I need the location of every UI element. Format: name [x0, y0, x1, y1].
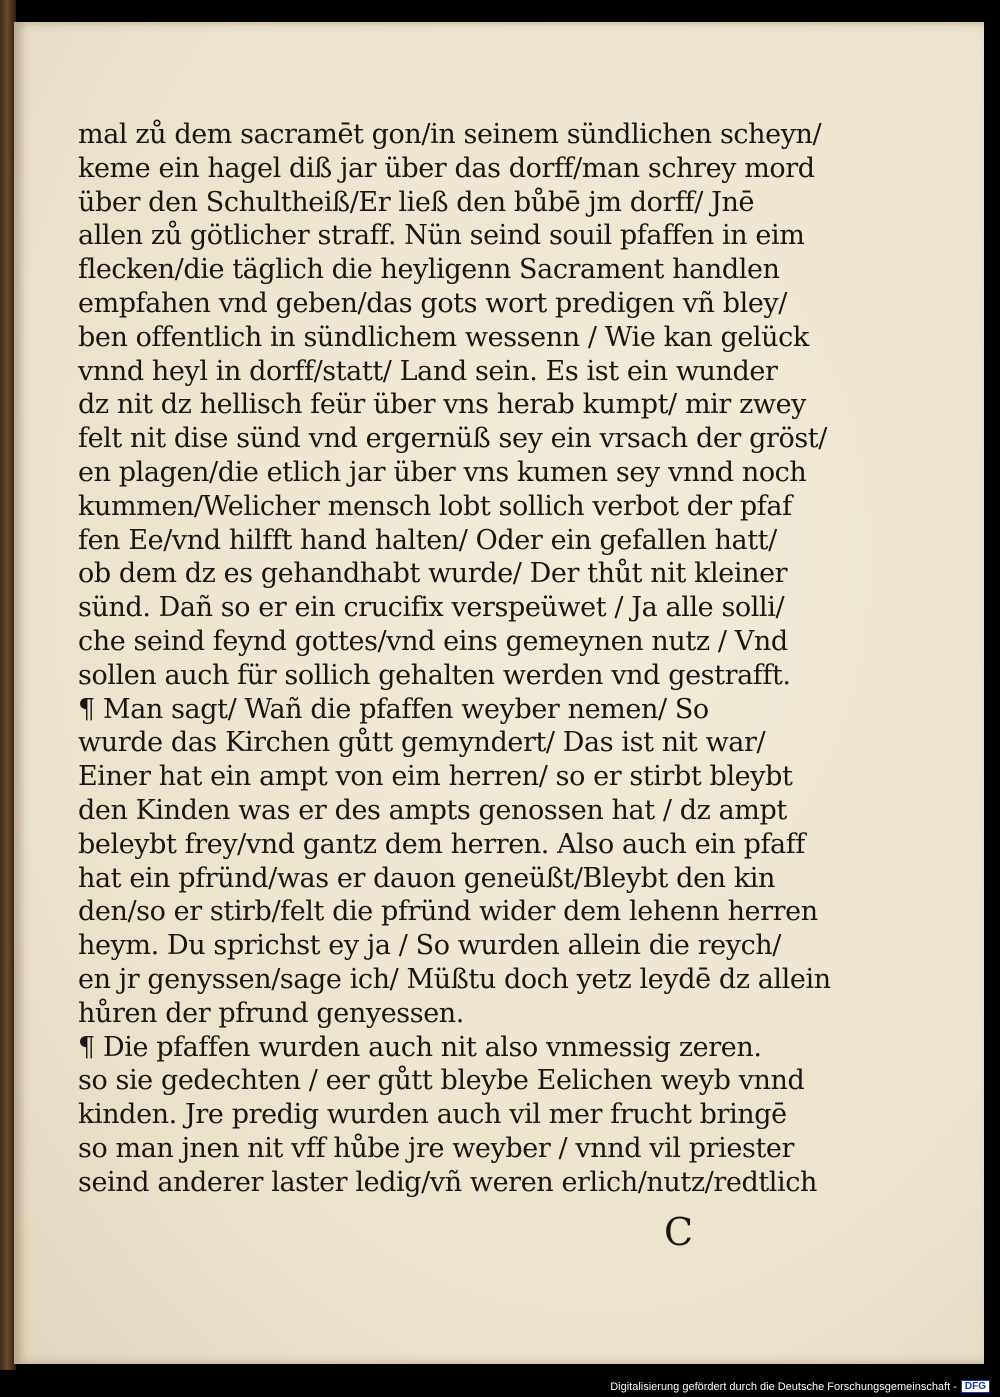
text-line: dz nit dz hellisch feür über vns herab kumpt/ mir zwey	[78, 389, 807, 421]
text-line: ben offentlich in sündlichem wessenn / Wie kan gelück	[78, 321, 809, 353]
dfg-logo: DFG	[961, 1380, 990, 1393]
text-line: ¶ Man sagt/ Wañ die pfaffen weyber nemen/ So	[78, 693, 709, 725]
digitization-credit	[610, 1380, 990, 1393]
text-line: flecken/die täglich die heyligenn Sacrament handlen	[78, 254, 780, 286]
text-line: en plagen/die etlich jar über vns kumen sey vnnd noch	[78, 456, 807, 488]
page-text	[78, 118, 831, 1200]
text-line: so sie gedechten / eer gůtt bleybe Eelichen weyb vnnd	[78, 1065, 805, 1097]
text-line: felt nit dise sünd vnd ergernüß sey ein vrsach der gröst/	[78, 423, 827, 455]
text-line: kinden. Jre predig wurden auch vil mer frucht bringē	[78, 1099, 787, 1131]
text-line: allen zů götlicher straff. Nün seind souil pfaffen in eim	[78, 220, 805, 252]
text-line: hůren der pfrund genyessen.	[78, 997, 464, 1029]
text-line: hat ein pfründ/was er dauon geneüßt/Bleybt den kin	[78, 862, 776, 894]
text-line: den/so er stirb/felt die pfründ wider dem lehenn herren	[78, 896, 818, 928]
text-line: fen Ee/vnd hilfft hand halten/ Oder ein gefallen hatt/	[78, 524, 777, 556]
text-line: en jr genyssen/sage ich/ Müßtu doch yetz leydē dz allein	[78, 963, 831, 995]
signature-mark: C	[664, 1210, 694, 1254]
text-line: heym. Du sprichst ey ja / So wurden allein die reych/	[78, 930, 781, 962]
text-line: so man jnen nit vff hůbe jre weyber / vnnd vil priester	[78, 1132, 794, 1164]
text-line: empfahen vnd geben/das gots wort predigen vñ bley/	[78, 287, 787, 319]
text-line: sünd. Dañ so er ein crucifix verspeüwet / Ja alle solli/	[78, 592, 785, 624]
text-line: che seind feynd gottes/vnd eins gemeynen nutz / Vnd	[78, 625, 788, 657]
text-line: vnnd heyl in dorff/statt/ Land sein. Es ist ein wunder	[78, 355, 778, 387]
credit-text: Digitalisierung gefördert durch die Deutsche Forschungsgemeinschaft -	[610, 1380, 957, 1393]
text-line: sollen auch für sollich gehalten werden vnd gestrafft.	[78, 659, 791, 691]
text-line: beleybt frey/vnd gantz dem herren. Also auch ein pfaff	[78, 828, 805, 860]
text-line: über den Schultheiß/Er ließ den bůbē jm dorff/ Jnē	[78, 186, 755, 218]
text-line: keme ein hagel diß jar über das dorff/man schrey mord	[78, 152, 815, 184]
text-line: wurde das Kirchen gůtt gemyndert/ Das ist nit war/	[78, 727, 766, 759]
book-page	[14, 22, 984, 1364]
text-line: kummen/Welicher mensch lobt sollich verbot der pfaf	[78, 490, 792, 522]
text-line: mal zů dem sacramēt gon/in seinem sündlichen scheyn/	[78, 119, 822, 150]
text-line: ¶ Die pfaffen wurden auch nit also vnmessig zeren.	[78, 1031, 762, 1063]
text-line: den Kinden was er des ampts genossen hat / dz ampt	[78, 794, 787, 826]
text-line: Einer hat ein ampt von eim herren/ so er stirbt bleybt	[78, 761, 793, 793]
text-line: seind anderer laster ledig/vñ weren erlich/nutz/redtlich	[78, 1166, 817, 1198]
text-line: ob dem dz es gehandhabt wurde/ Der thůt nit kleiner	[78, 558, 788, 590]
